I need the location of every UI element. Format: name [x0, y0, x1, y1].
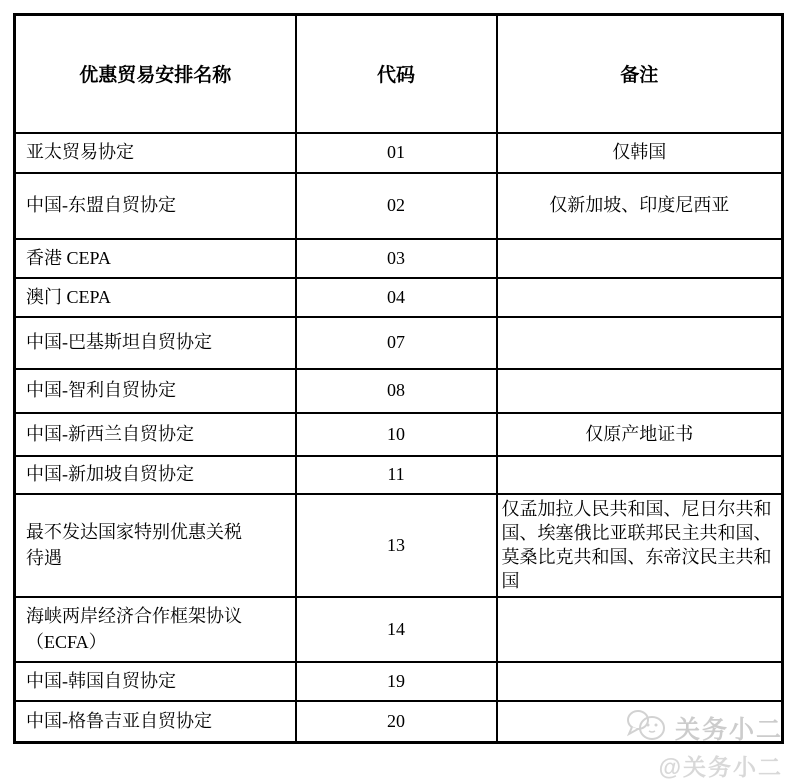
arrangement-name-cell: 中国-智利自贸协定 — [15, 369, 296, 413]
remark-cell: 仅韩国 — [497, 133, 783, 173]
arrangement-name-cell: 亚太贸易协定 — [15, 133, 296, 173]
remark-cell — [497, 369, 783, 413]
code-cell: 03 — [296, 239, 497, 278]
code-cell: 13 — [296, 494, 497, 597]
table-row — [15, 239, 783, 278]
table-row — [15, 317, 783, 369]
code-cell: 20 — [296, 701, 497, 743]
table-row — [15, 456, 783, 494]
arrangement-name-cell: 中国-韩国自贸协定 — [15, 662, 296, 701]
remark-cell — [497, 317, 783, 369]
table-row — [15, 413, 783, 456]
watermark-brand-text: 关务小二 — [674, 715, 783, 744]
remark-cell — [497, 239, 783, 278]
remark-cell — [497, 278, 783, 317]
arrangement-name-cell: 最不发达国家特别优惠关税待遇 — [15, 494, 296, 597]
table-row — [15, 278, 783, 317]
code-cell: 04 — [296, 278, 497, 317]
table-row — [15, 494, 783, 597]
table-row — [15, 701, 783, 743]
preferential-trade-table — [13, 13, 784, 744]
code-cell: 11 — [296, 456, 497, 494]
code-cell: 19 — [296, 662, 497, 701]
table-row — [15, 369, 783, 413]
remark-cell: 仅原产地证书 — [497, 413, 783, 456]
arrangement-name-cell: 中国-巴基斯坦自贸协定 — [15, 317, 296, 369]
arrangement-name-cell: 中国-东盟自贸协定 — [15, 173, 296, 239]
header-arrangement-name: 优惠贸易安排名称 — [15, 15, 296, 133]
arrangement-name-cell: 中国-新加坡自贸协定 — [15, 456, 296, 494]
code-cell: 08 — [296, 369, 497, 413]
arrangement-name-cell: 澳门 CEPA — [15, 278, 296, 317]
remark-cell — [497, 701, 783, 743]
remark-cell: 仅孟加拉人民共和国、尼日尔共和国、埃塞俄比亚联邦民主共和国、莫桑比克共和国、东帝汶民主共和国 — [497, 494, 783, 597]
remark-cell — [497, 456, 783, 494]
table-row — [15, 597, 783, 662]
header-remark: 备注 — [497, 15, 783, 133]
header-code: 代码 — [296, 15, 497, 133]
arrangement-name-cell: 香港 CEPA — [15, 239, 296, 278]
arrangement-name-cell: 中国-新西兰自贸协定 — [15, 413, 296, 456]
watermark-handle-text: @关务小二 — [658, 754, 783, 780]
code-cell: 02 — [296, 173, 497, 239]
arrangement-name-cell: 中国-格鲁吉亚自贸协定 — [15, 701, 296, 743]
table-header-row — [15, 15, 783, 133]
code-cell: 10 — [296, 413, 497, 456]
table-row — [15, 662, 783, 701]
code-cell: 14 — [296, 597, 497, 662]
code-cell: 01 — [296, 133, 497, 173]
remark-cell — [497, 597, 783, 662]
table-row — [15, 173, 783, 239]
remark-cell: 仅新加坡、印度尼西亚 — [497, 173, 783, 239]
remark-cell — [497, 662, 783, 701]
arrangement-name-cell: 海峡两岸经济合作框架协议（ECFA） — [15, 597, 296, 662]
code-cell: 07 — [296, 317, 497, 369]
table-row — [15, 133, 783, 173]
